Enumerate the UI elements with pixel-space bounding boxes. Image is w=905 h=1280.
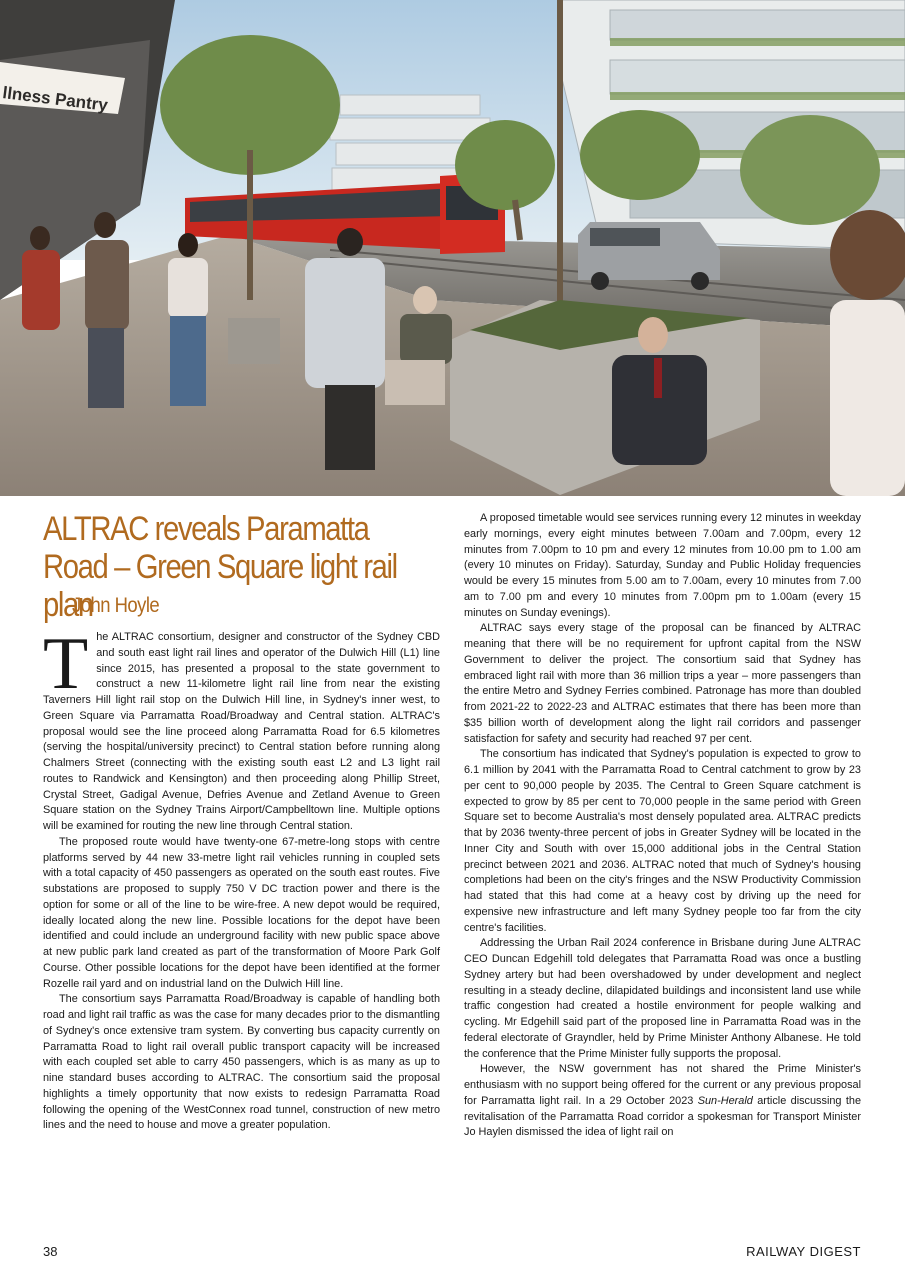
paragraph-text: However, the NSW government has not shared the Prime Minister's enthusiasm with no support being offered for the current or any previous proposal for Parramatta light rail. In a 29 October 2023: [464, 1063, 861, 1107]
van: [578, 222, 720, 290]
streetscape-illustration: [0, 0, 905, 496]
page-number: 38: [43, 1244, 58, 1259]
paragraph-text: he ALTRAC consortium, designer and constructor of the Sydney CBD and south east light rail lines and operator of the Dulwich Hill (L1) line since 2015, has presented a proposal to the state government to construct a new 11-kilometre light rail line from near the existing Taverners Hill light rail stop on the Dulwich Hill line, in Sydney's inner west, to Green Square via Parramatta Road/Broadway and Central station. ALTRAC's proposal would see the line proceed along Parramatta Road for 6.5 kilometres (serving the hospital/university precinct) to Central station before running along Chalmers Street (connecting with the existing south east L2 and L3 light rail routes to Randwick and Kensington) and then proceeding along Phillip Street, Crystal Street, Gadigal Avenue, Defries Avenue and Zetland Avenue to Green Square station on the Sydney Trains Airport/Campbelltown line. Multiple options will be examined for routing the new line through Central station.: [43, 631, 440, 832]
shop-sign-text: llness Pantry: [1, 83, 109, 115]
article-paragraph: [464, 1062, 861, 1141]
paragraph-text: article discussing the revitalisation of the Parramatta Road corridor a spokesman for Transport Minister Jo Haylen dismissed the idea of light rail on: [464, 1094, 861, 1139]
publication-title: RAILWAY DIGEST: [746, 1244, 861, 1259]
article-column-left: [43, 623, 440, 1134]
article-paragraph: Addressing the Urban Rail 2024 conference in Brisbane during June ALTRAC CEO Duncan Edgehill told delegates that Parramatta Road was once a bustling Sydney artery but had been overshadowed by under development and neglect resulting in a steady decline, dilapidated buildings and inconsistent land use while traffic congestion had created a hostile environment for people walking and cycling. Mr Edgehill said part of the proposed line in Parramatta Road was in the federal electorate of Grayndler, held by Prime Minister Anthony Albanese. He told the conference that the Prime Minister fully supports the proposal.: [464, 937, 861, 1060]
drop-cap: T: [43, 623, 89, 705]
article-paragraph: The proposed route would have twenty-one 67-metre-long stops with centre platforms served by 44 new 33-metre light rail vehicles running in coupled sets with a total capacity of 450 passengers as operated on the south east routes. Five substations are proposed to supply 750 V DC traction power and there is the option for some or all of the line to be wire-free. A new depot would be required, ideally located along the new line. Possible locations for the depot have been identified and could include an underground facility with new public space above at new public park land created as part of the transformation of Moore Park Golf Course. Other possible locations for the depot have been identified at the former Rozelle rail yard and on industrial land on the Dulwich Hill line.: [43, 835, 440, 990]
author-byline: John Hoyle: [72, 594, 160, 617]
article-paragraph: [43, 623, 440, 835]
publication-name: Sun-Herald: [697, 1094, 753, 1107]
article-paragraph: The consortium says Parramatta Road/Broadway is capable of handling both road and light rail traffic as was the case for many decades prior to the dismantling of Sydney's once extensive tram system. By converting bus capacity currently on Parramatta Road to light rail overall public transport capacity will be increased with each coupled set able to carry 450 passengers, which is as many as up to nine standard buses according to ALTRAC. The consortium said the proposal highlights a timely opportunity that now exists to redesign Parramatta Road following the opening of the WestConnex road tunnel, construction of new metro lines and the need to house and move a greater population.: [43, 993, 440, 1132]
article-paragraph: The consortium has indicated that Sydney's population is expected to grow to 6.1 million by 2041 with the Parramatta Road to Central catchment to grow by 23 per cent to 90,000 people by 2035. The Central to Green Square catchment is expected to grow by 85 per cent to 70,000 people in the same period with Green Square set to become Australia's most densely populated area. ALTRAC predicts that by 2036 twenty-three percent of jobs in Greater Sydney will be located in the Inner City and South with over 15,000 additional jobs in the Central Station precinct between 2021 and 2036. ALTRAC noted that much of Sydney's housing completions had been on the city's fringes and the NSW Productivity Commission had stated that this had come at a heavy cost by driving up the need for expensive new infrastructure and left many Sydney people too far from the city centre's facilities.: [464, 748, 861, 934]
bench: [228, 318, 280, 364]
hero-photo: [0, 0, 905, 496]
article-paragraph: ALTRAC says every stage of the proposal can be financed by ALTRAC meaning that there will be no requirement for upfront capital from the NSW Government to deliver the project. The consortium said that Sydney has embraced light rail with more than 36 million trips a year – more passengers than the entire Metro and Sydney Ferries combined. Patronage has more than doubled from 2021-22 to 2022-23 and ALTRAC estimates that there has been more than $35 billion worth of development along the light rail corridors and passenger satisfaction for safety and security had reached 97 per cent.: [464, 622, 861, 745]
article-title: ALTRAC reveals Paramatta Road – Green Square light rail plan: [43, 510, 397, 624]
article-paragraph: A proposed timetable would see services running every 12 minutes in weekday early mornings, every eight minutes between 7.00am and 7.00pm, every 12 minutes from 7.00pm to 10 pm and every 12 minutes from 10.00 pm to 1.00 am (every 10 minutes on Friday). Saturday, Sunday and Public Holiday frequencies would be every 15 minutes from 5.00 am to 7.00am, every 10 minutes from 7.00 am to 7.00 pm and every 10 minutes from 7.00pm pm to 1.00am (every 15 minutes on Sunday evenings).: [464, 512, 861, 619]
article-column-right: [464, 511, 861, 1141]
